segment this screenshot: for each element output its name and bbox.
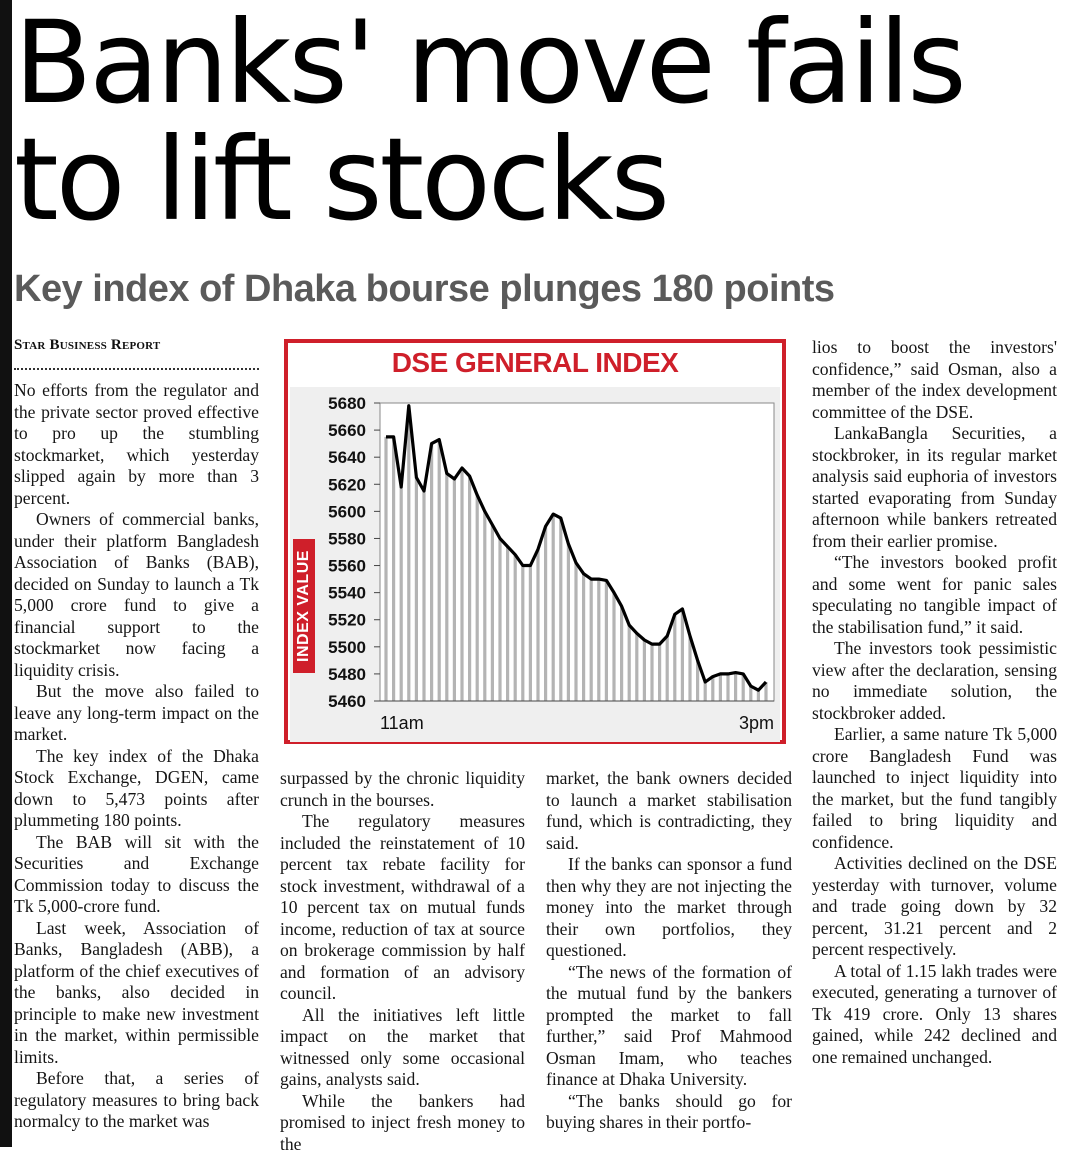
y-tick-label: 5600 [328,502,366,521]
paragraph: “The banks should go for buying shares in their portfo- [546,1091,792,1134]
paragraph: Last week, Association of Banks, Bangladesh (ABB), a platform of the chief executives of the banks, also decided in principle to make new investment in the market, within permissible limits. [14,918,259,1069]
column-3 [546,768,792,1142]
headline-line-2: to lift stocks [14,113,667,246]
y-tick-label: 5620 [328,475,366,494]
x-start-label: 11am [380,713,424,733]
chart-panel [290,387,780,742]
paragraph: The investors took pessimistic view after the declaration, sensing no immediate solution, the stockbroker added. [812,638,1057,724]
paragraph: The key index of the Dhaka Stock Exchange, DGEN, came down to 5,473 points after plummeting 180 points. [14,746,259,832]
paragraph: The regulatory measures included the reinstatement of 10 percent tax rebate facility for stock investment, withdrawal of a 10 percent tax on mutual funds income, reduction of tax at source on brokerage commission by half and formation of an advisory council. [280,811,525,1005]
paragraph: Owners of commercial banks, under their platform Bangladesh Association of Banks (BAB), decided on Sunday to launch a Tk 5,000 crore fund to give a financial support to the stockmarket now facing a liquidity crisis. [14,509,259,681]
x-end-label: 3pm [739,713,774,733]
y-axis-label: INDEX VALUE [293,539,315,673]
chart-plot [290,387,780,742]
column-2 [280,768,525,1142]
byline: Star Business Report [14,337,259,354]
paragraph: “The news of the formation of the mutual fund by the bankers prompted the market to fall further,” said Prof Mahmood Osman Imam, who teaches finance at Dhaka University. [546,962,792,1091]
paragraph: If the banks can sponsor a fund then why they are not injecting the money into the market through their own portfolios, they questioned. [546,854,792,962]
y-tick-label: 5560 [328,557,366,576]
headline [14,4,1074,238]
paragraph: lios to boost the investors' confidence,” said Osman, also a member of the index development committee of the DSE. [812,337,1057,423]
page-edge-strip [0,0,12,1147]
paragraph: LankaBangla Securities, a stockbroker, in its regular market analysis said euphoria of investors started evaporating from Sunday afternoon while bankers retreated from their earlier promise. [812,423,1057,552]
column-1 [14,380,259,1142]
paragraph: A total of 1.15 lakh trades were executed, generating a turnover of Tk 419 crore. Only 13 shares gained, while 242 declined and one remained unchanged. [812,961,1057,1069]
subheadline: Key index of Dhaka bourse plunges 180 points [14,264,835,314]
y-tick-label: 5660 [328,421,366,440]
byline-divider [14,368,259,372]
y-tick-label: 5460 [328,692,366,711]
chart-title: DSE GENERAL INDEX [288,343,782,383]
paragraph: No efforts from the regulator and the private sector proved effective to pro up the stumbling stockmarket, which yesterday slipped again by more than 3 percent. [14,380,259,509]
paragraph: “The investors booked profit and some went for panic sales speculating no tangible impact of the stabilisation fund,” it said. [812,552,1057,638]
column-4 [812,337,1057,1142]
paragraph: While the bankers had promised to inject fresh money to the [280,1091,525,1155]
y-tick-label: 5680 [328,394,366,413]
paragraph: Before that, a series of regulatory measures to bring back normalcy to the market was [14,1068,259,1133]
paragraph: Activities declined on the DSE yesterday with turnover, volume and trade going down by 32 percent, 31.21 percent and 2 percent respectively. [812,853,1057,961]
paragraph: Earlier, a same nature Tk 5,000 crore Bangladesh Fund was launched to inject liquidity into the market, but the fund tangibly failed to bring liquidity and confidence. [812,724,1057,853]
y-tick-label: 5480 [328,665,366,684]
y-axis-label-box [293,539,315,673]
y-tick-label: 5540 [328,584,366,603]
paragraph: market, the bank owners decided to launch a market stabilisation fund, which is contradicting, they said. [546,768,792,854]
y-tick-label: 5520 [328,611,366,630]
y-tick-label: 5640 [328,448,366,467]
paragraph: But the move also failed to leave any long-term impact on the market. [14,681,259,746]
y-tick-label: 5500 [328,638,366,657]
y-tick-label: 5580 [328,529,366,548]
paragraph: surpassed by the chronic liquidity crunch in the bourses. [280,768,525,811]
paragraph: The BAB will sit with the Securities and Exchange Commission today to discuss the Tk 5,000-crore fund. [14,832,259,918]
paragraph: All the initiatives left little impact on the market that witnessed only some occasional gains, analysts said. [280,1005,525,1091]
headline-line-1: Banks' move fails [14,0,964,129]
dse-index-chart [284,339,786,744]
